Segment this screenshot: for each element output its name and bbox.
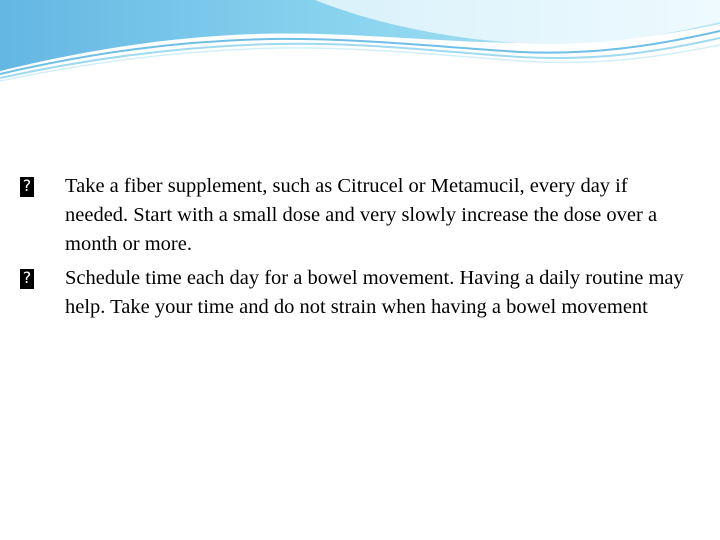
bullet-text: Take a fiber supplement, such as Citrucel or Metamucil, every day if needed. Start with a small dose and very slowly increase the dose over a month or more. <box>65 175 658 255</box>
bullet-placeholder-icon <box>20 177 34 197</box>
header-wave-decoration <box>0 0 720 90</box>
bullet-placeholder-icon <box>20 269 34 289</box>
bullet-list <box>20 172 690 327</box>
bullet-item <box>20 264 690 322</box>
bullet-text: Schedule time each day for a bowel movement. Having a daily routine may help. Take your time and do not strain when having a bowel movement <box>65 267 684 318</box>
bullet-item <box>20 172 690 259</box>
